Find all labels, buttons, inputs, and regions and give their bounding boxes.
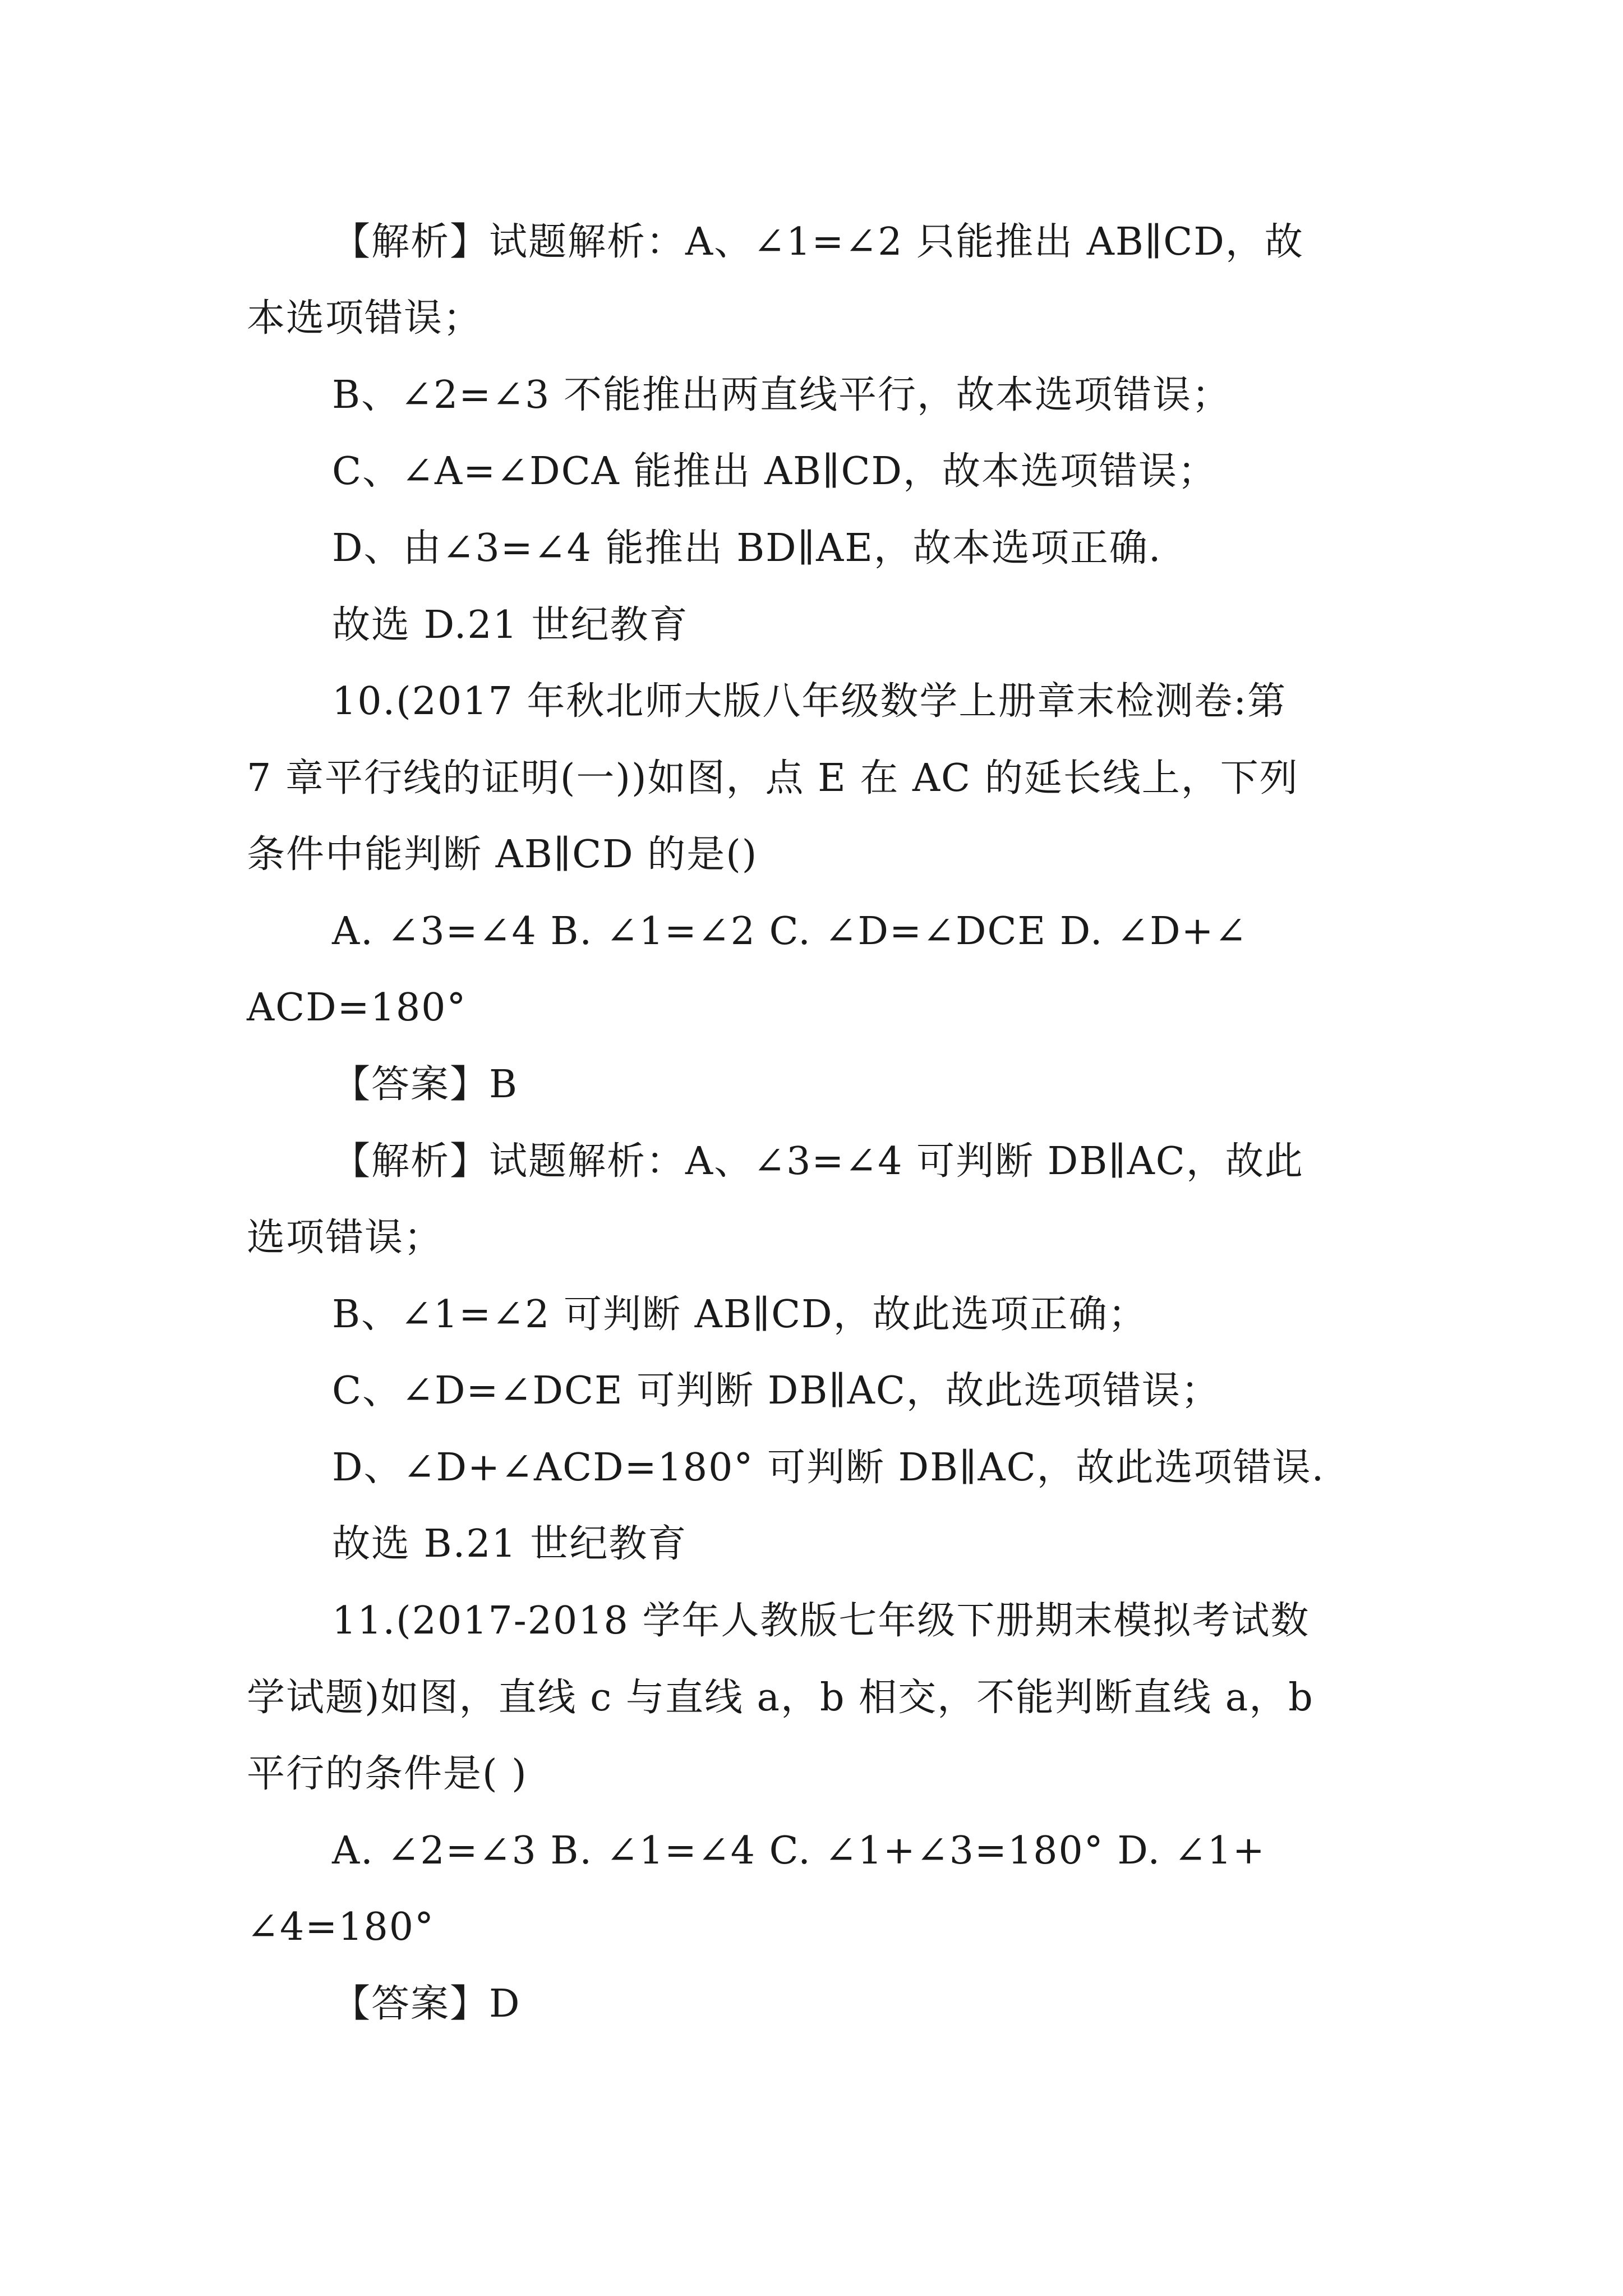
text-line: A. ∠3=∠4 B. ∠1=∠2 C. ∠D=∠DCE D. ∠D+∠ <box>332 909 1248 954</box>
text-line: 10.(2017 年秋北师大版八年级数学上册章末检测卷:第 <box>332 679 1287 724</box>
text-line: 【解析】试题解析：A、∠1=∠2 只能推出 AB∥CD，故 <box>332 220 1304 264</box>
text-line: 【答案】D <box>332 1982 521 2026</box>
text-line: 【答案】B <box>332 1062 518 1107</box>
text-line: 学试题)如图，直线 c 与直线 a，b 相交，不能判断直线 a，b <box>247 1676 1314 1720</box>
text-line: B、∠1=∠2 可判断 AB∥CD，故此选项正确； <box>332 1292 1147 1337</box>
text-line: ∠4=180° <box>247 1905 435 1949</box>
text-line: C、∠A=∠DCA 能推出 AB∥CD，故本选项错误； <box>332 449 1217 494</box>
text-line: D、由∠3=∠4 能推出 BD∥AE，故本选项正确. <box>332 526 1162 570</box>
text-line: 故选 B.21 世纪教育 <box>332 1522 688 1566</box>
text-line: 故选 D.21 世纪教育 <box>332 603 689 647</box>
text-line: 本选项错误； <box>247 296 483 341</box>
text-line: ACD=180° <box>247 986 467 1030</box>
text-line: 条件中能判断 AB∥CD 的是() <box>247 832 758 877</box>
text-line: 平行的条件是( ) <box>247 1752 528 1796</box>
text-line: 选项错误； <box>247 1216 444 1260</box>
text-line: A. ∠2=∠3 B. ∠1=∠4 C. ∠1+∠3=180° D. ∠1+ <box>332 1829 1266 1873</box>
text-line: C、∠D=∠DCE 可判断 DB∥AC，故此选项错误； <box>332 1369 1220 1413</box>
text-line: 11.(2017-2018 学年人教版七年级下册期末模拟考试数 <box>332 1599 1310 1643</box>
text-line: B、∠2=∠3 不能推出两直线平行，故本选项错误； <box>332 373 1232 417</box>
text-line: 7 章平行线的证明(一))如图，点 E 在 AC 的延长线上，下列 <box>247 756 1299 800</box>
text-line: D、∠D+∠ACD=180° 可判断 DB∥AC，故此选项错误. <box>332 1446 1325 1490</box>
text-line: 【解析】试题解析：A、∠3=∠4 可判断 DB∥AC，故此 <box>332 1139 1304 1184</box>
